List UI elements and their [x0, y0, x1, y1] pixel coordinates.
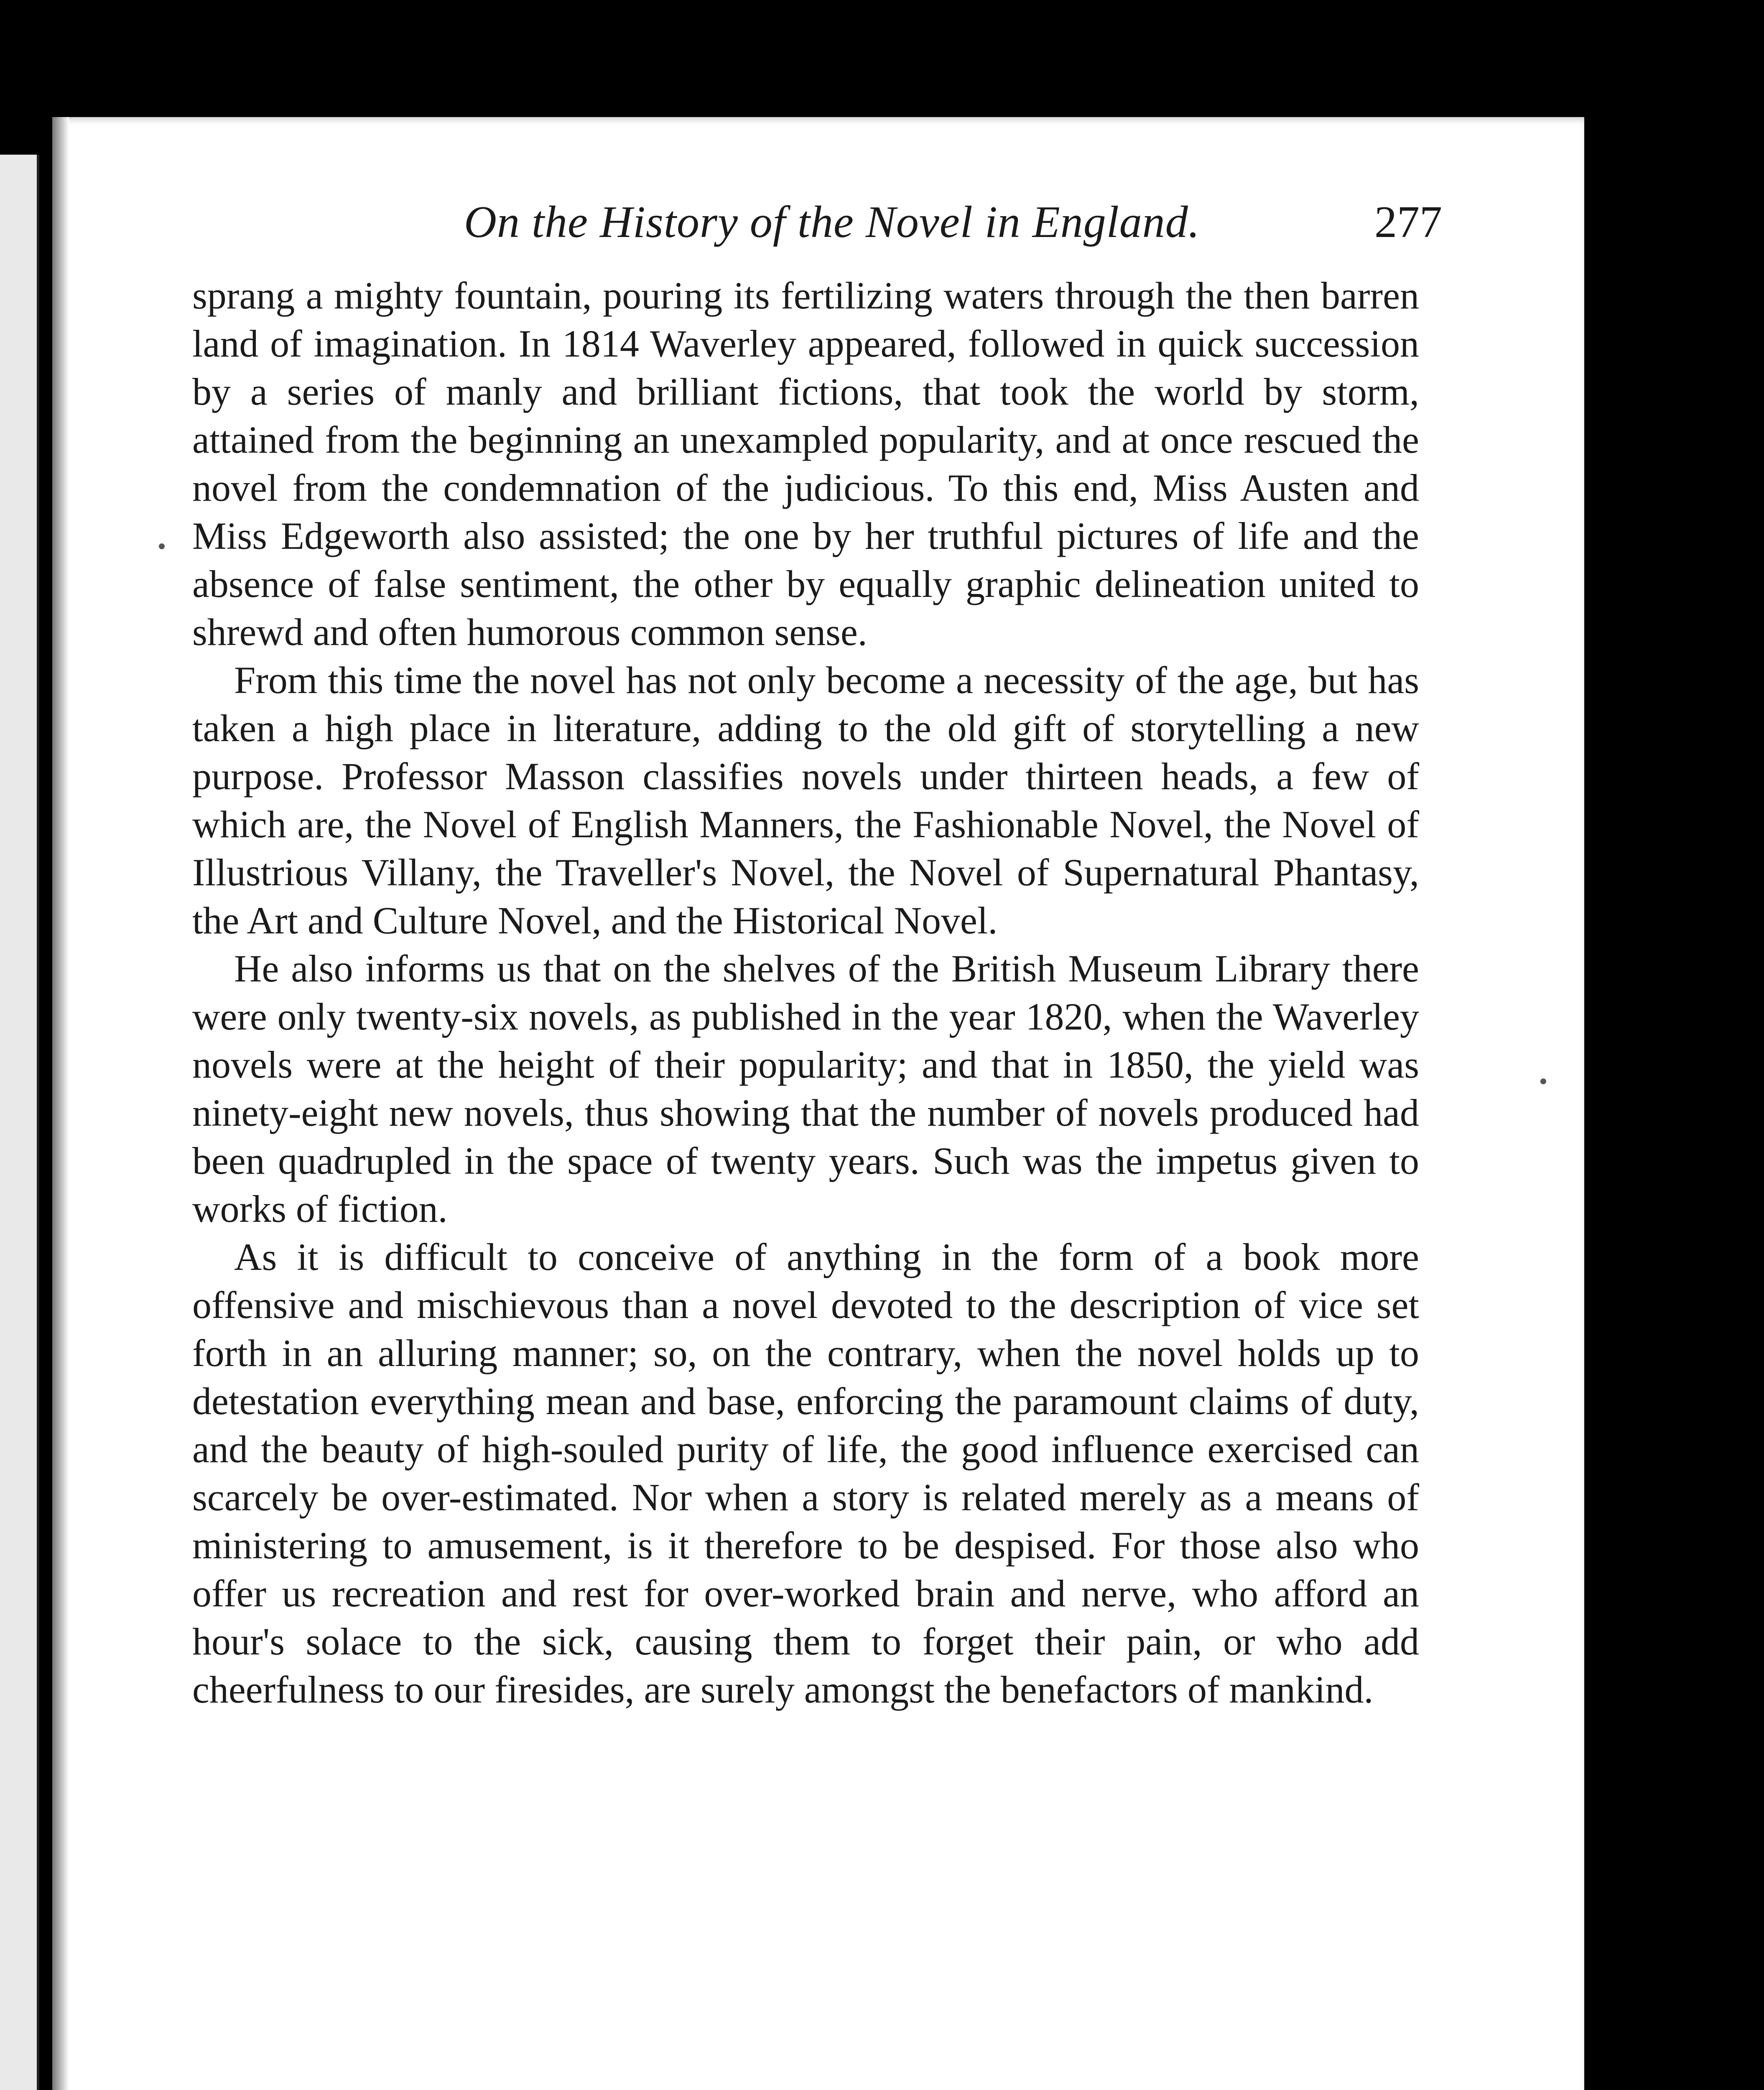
body-text	[192, 272, 1419, 1714]
paragraph: From this time the novel has not only become a necessity of the age, but has taken a high place in literature, adding to the old gift of storytelling a new purpose. Professor Masson classifies novels under thirteen heads, a few of which are, the Novel of English Manners, the Fashionable Novel, the Novel of Illustrious Villany, the Traveller's Novel, the Novel of Supernatural Phantasy, the Art and Culture Novel, and the Historical Novel.	[192, 659, 1419, 942]
paragraph: As it is difficult to conceive of anything in the form of a book more offensive and mischievous than a novel devoted to the description of vice set forth in an alluring manner; so, on the contrary, when the novel holds up to detestation everything mean and base, enforcing the paramount claims of duty, and the beauty of high-souled purity of life, the good influence exercised can scarcely be over-estimated. Nor when a story is related merely as a means of ministering to amusement, is it therefore to be despised. For those also who offer us recreation and rest for over-worked brain and nerve, who afford an hour's solace to the sick, causing them to forget their pain, or who add cheerfulness to our firesides, are surely amongst the benefactors of mankind.	[192, 1236, 1419, 1711]
page-number: 277	[1374, 197, 1442, 247]
running-head	[188, 196, 1442, 263]
facing-page-edge	[0, 155, 39, 2090]
running-title: On the History of the Novel in England.	[464, 197, 1200, 247]
paragraph: He also informs us that on the shelves of the British Museum Library there were only twenty-six novels, as published in the year 1820, when the Waverley novels were at the height of their popularity; and that in 1850, the yield was ninety-eight new novels, thus showing that the number of novels produced had been quadrupled in the space of twenty years. Such was the impetus given to works of fiction.	[192, 947, 1419, 1230]
paragraph: sprang a mighty fountain, pouring its fertilizing waters through the then barren land of imagination. In 1814 Waverley appeared, followed in quick succession by a series of manly and brilliant fictions, that took the world by storm, attained from the beginning an unexampled popularity, and at once rescued the novel from the condemnation of the judicious. To this end, Miss Austen and Miss Edgeworth also assisted; the one by her truthful pictures of life and the absence of false sentiment, the other by equally graphic delineation united to shrewd and often humorous common sense.	[192, 274, 1419, 653]
paper-speck	[1540, 1078, 1546, 1084]
paper-speck	[159, 543, 165, 549]
